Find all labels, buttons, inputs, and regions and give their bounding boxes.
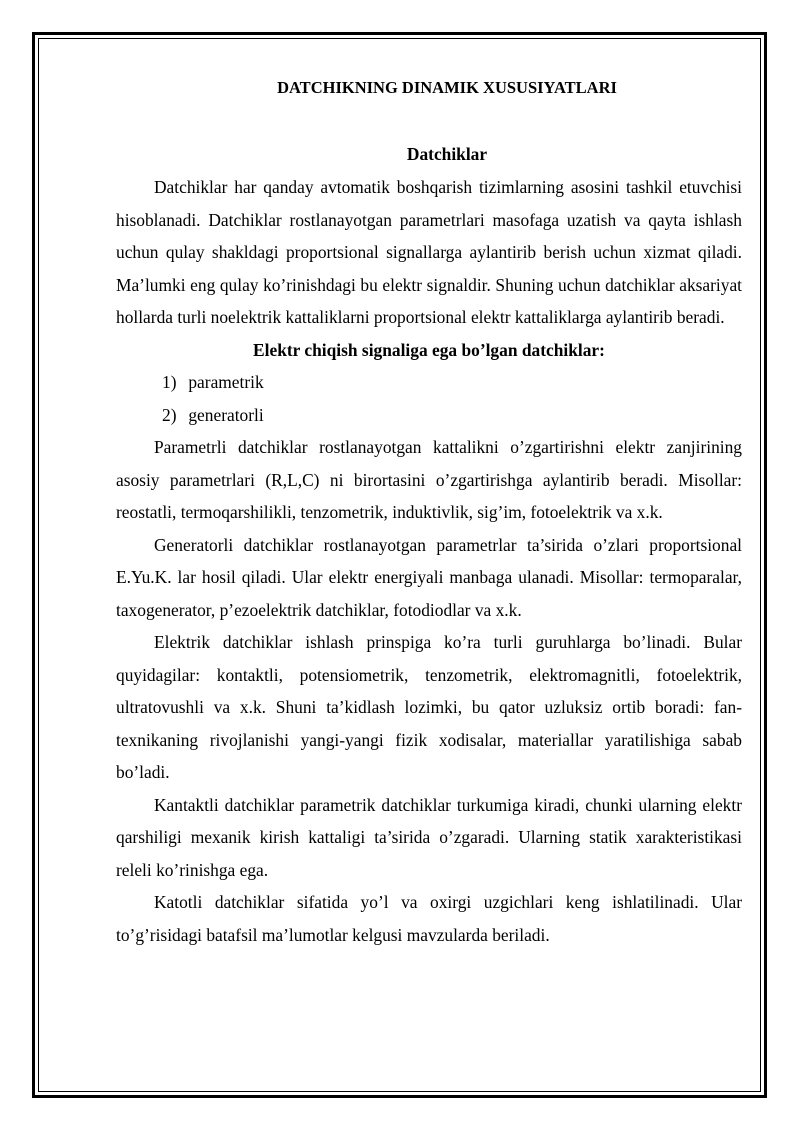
list-item-number: 2) [162, 404, 177, 425]
sensor-types-list [116, 366, 742, 431]
list-item-label: parametrik [188, 372, 264, 392]
document-title: DATCHIKNING DINAMIK XUSUSIYATLARI [277, 78, 617, 97]
document-body [116, 72, 742, 951]
paragraph-classification: Elektrik datchiklar ishlash prinspiga ko’ra turli guruhlarga bo’linadi. Bular quyidagilar: kontaktli, potensiometrik, tenzometrik, elektromagnitli, fotoelektrik, ultratovushli va x.k. Shuni ta’kidlash lozimki, bu qator uzluksiz ortib boradi: fan-texnikaning rivojlanishi yangi-yangi fizik xodisalar, materiallar yaratilishiga sabab bo’ladi. [116, 632, 742, 782]
paragraph-parametric: Parametrli datchiklar rostlanayotgan kattalikni o’zgartirishni elektr zanjirining asosiy parametrlari (R,L,C) ni birortasini o’zgartirishga aylantirib beradi. Misollar: reostatli, termoqarshilikli, tenzometrik, induktivlik, sig’im, fotoelektrik va x.k. [116, 437, 742, 522]
paragraph-generator: Generatorli datchiklar rostlanayotgan parametrlar ta’sirida o’zlari proportsional E.Yu.K. lar hosil qiladi. Ular elektr energiyali manbaga ulanadi. Misollar: termoparalar, taxogenerator, p’ezoelektrik datchiklar, fotodiodlar va x.k. [116, 534, 742, 620]
paragraph-contact: Kantaktli datchiklar parametrik datchiklar turkumiga kiradi, chunki ularning elektr qarshiligi mexanik kirish kattaligi ta’sirida o’zgaradi. Ularning statik xarakteristikasi releli ko’rinishga ega. [116, 794, 742, 880]
list-item-label: generatorli [188, 404, 264, 425]
list-item [162, 366, 742, 399]
list-item [162, 399, 742, 432]
section-heading-types: Elektr chiqish signaliga ega bo’lgan datchiklar: [253, 339, 605, 360]
list-item-number: 1) [162, 372, 177, 392]
section-subtitle: Datchiklar [406, 144, 488, 164]
paragraph-intro: Datchiklar har qanday avtomatik boshqarish tizimlarning asosini tashkil etuvchisi hisoblanadi. Datchiklar rostlanayotgan parametrlari masofaga uzatish va qayta ishlash uchun qulay shakldagi proportsional signallarga aylantirib berish uchun xizmat qiladi. Ma’lumki eng qulay ko’rinishdagi bu elektr signaldir. Shuning uchun datchiklar aksariyat hollarda turli noelektrik kattaliklarni proportsional elektr kattaliklarga aylantirib beradi. [116, 177, 742, 327]
paragraph-cathode: Katotli datchiklar sifatida yo’l va oxirgi uzgichlari keng ishlatilinadi. Ular to’g’risidagi batafsil ma’lumotlar kelgusi mavzularda beriladi. [116, 892, 742, 945]
